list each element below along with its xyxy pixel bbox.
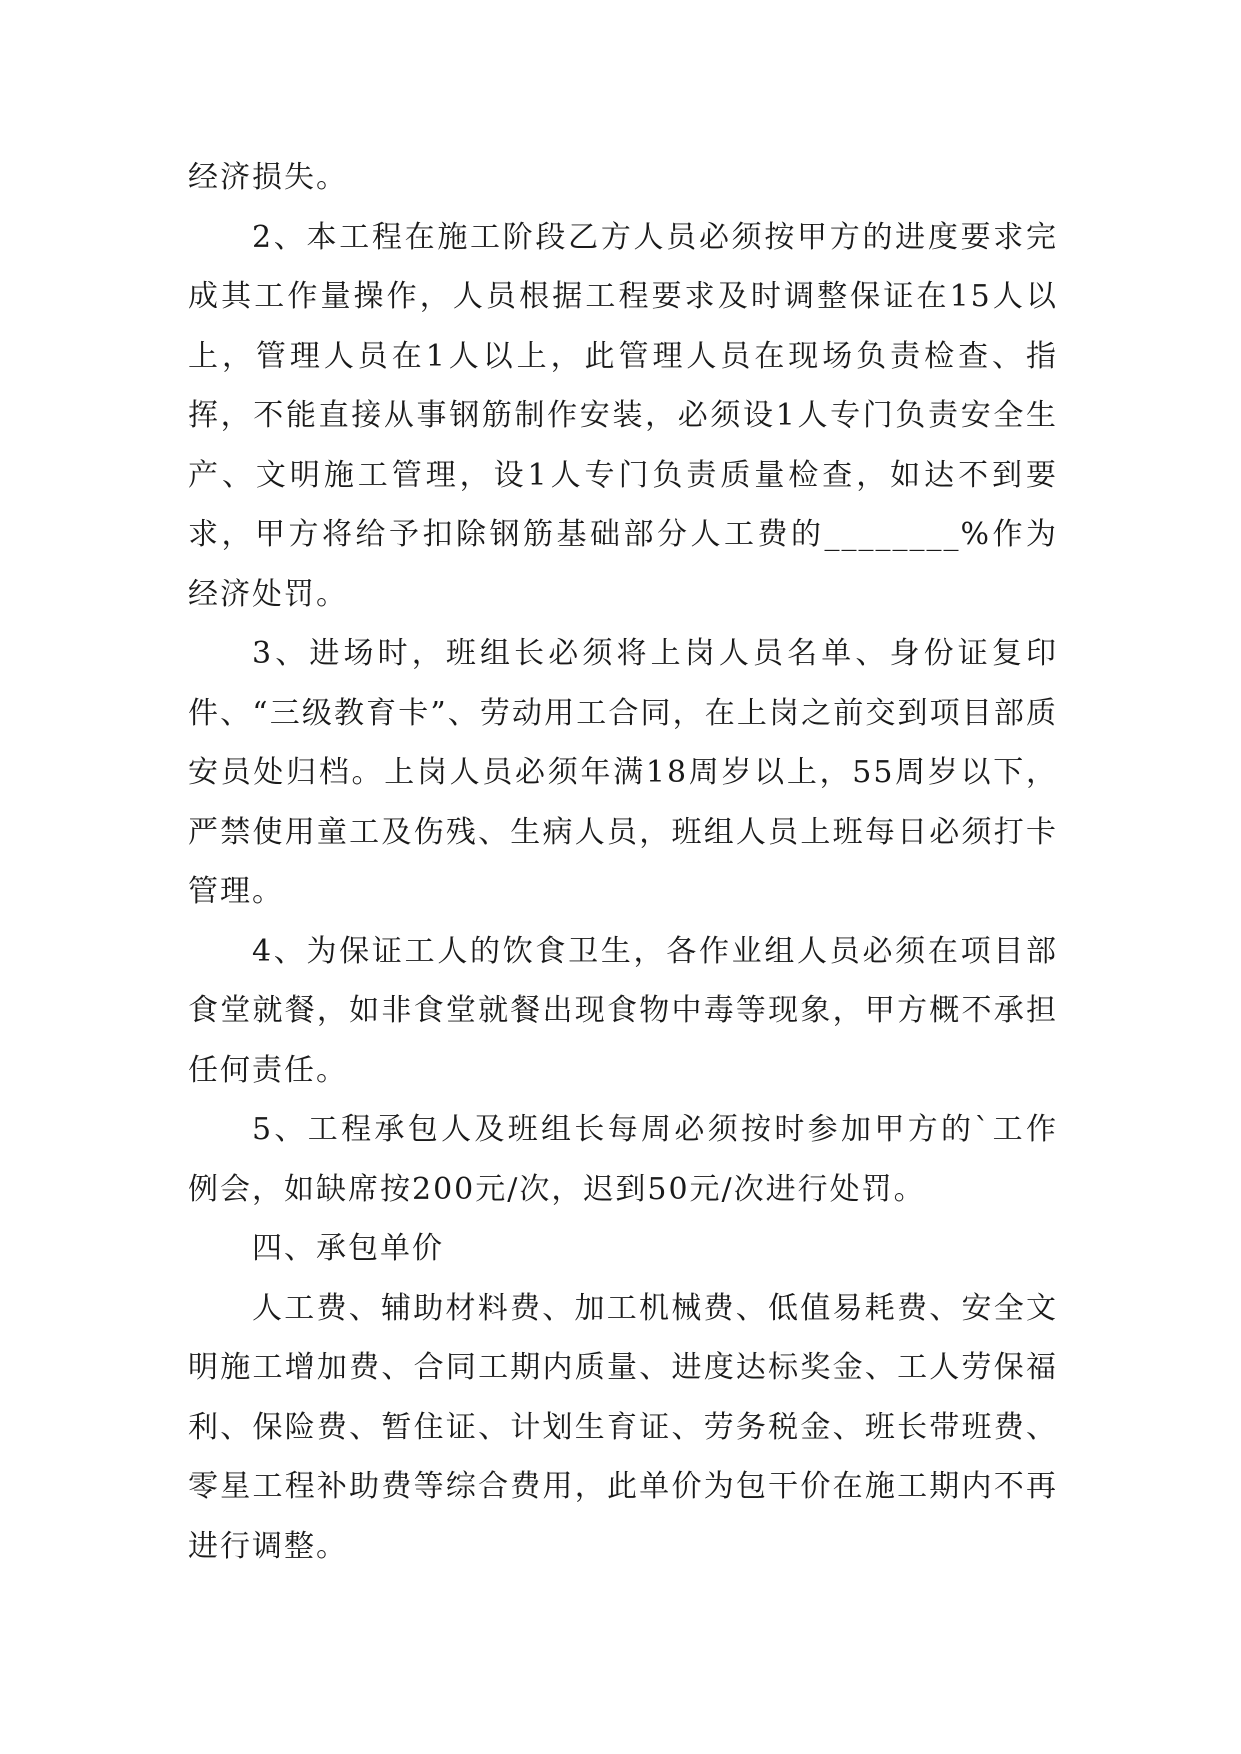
section-heading-contract-price: 四、承包单价 — [252, 1231, 444, 1266]
paragraph-price-details: 人工费、辅助材料费、加工机械费、低值易耗费、安全文明施工增加费、合同工期内质量、进度达标奖金、工人劳保福利、保险费、暂住证、计划生育证、劳务税金、班长带班费、零星工程补助费等综合费用，此单价为包干价在施工期内不再进行调整。 — [188, 1290, 1058, 1564]
document-body — [188, 148, 1058, 1576]
paragraph-item-4: 4、为保证工人的饮食卫生，各作业组人员必须在项目部食堂就餐，如非食堂就餐出现食物中毒等现象，甲方概不承担任何责任。 — [188, 933, 1058, 1088]
paragraph-continuation: 经济损失。 — [188, 160, 348, 195]
paragraph-item-5: 5、工程承包人及班组长每周必须按时参加甲方的`工作例会，如缺席按200元/次，迟到50元/次进行处罚。 — [188, 1112, 1058, 1207]
paragraph-item-3: 3、进场时，班组长必须将上岗人员名单、身份证复印件、“三级教育卡”、劳动用工合同，在上岗之前交到项目部质安员处归档。上岗人员必须年满18周岁以上，55周岁以下，严禁使用童工及伤残、生病人员，班组人员上班每日必须打卡管理。 — [188, 636, 1058, 909]
paragraph-item-2: 2、本工程在施工阶段乙方人员必须按甲方的进度要求完成其工作量操作，人员根据工程要求及时调整保证在15人以上，管理人员在1人以上，此管理人员在现场负责检查、指挥，不能直接从事钢筋制作安装，必须设1人专门负责安全生产、文明施工管理，设1人专门负责质量检查，如达不到要求，甲方将给予扣除钢筋基础部分人工费的________%作为经济处罚。 — [188, 219, 1058, 612]
